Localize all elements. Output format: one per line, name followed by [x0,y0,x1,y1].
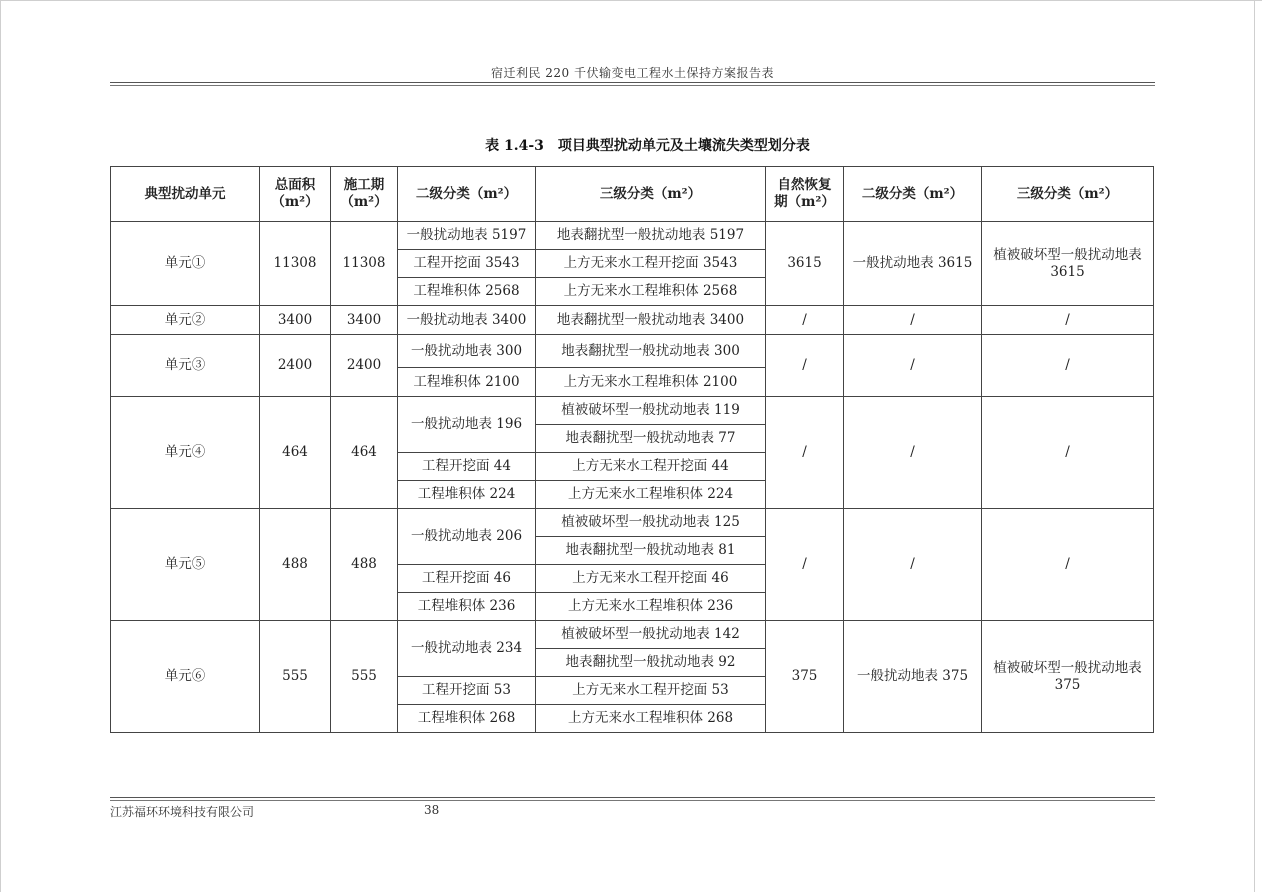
rec-level2-cell: / [844,335,982,397]
unit-name: 单元⑥ [111,621,260,733]
unit-name: 单元④ [111,397,260,509]
page-border-right [1254,0,1255,892]
level3-cell: 植被破坏型一般扰动地表 142 [536,621,766,649]
classification-table [110,166,1154,733]
unit-name: 单元⑤ [111,509,260,621]
rec-level2-cell: / [844,397,982,509]
header-unit: 典型扰动单元 [111,167,260,222]
header-rule-thin [110,85,1155,86]
total-area: 2400 [260,335,331,397]
level3-cell: 上方无来水工程堆积体 236 [536,593,766,621]
rec-level3-cell: / [982,306,1154,335]
rec-level3-cell: / [982,397,1154,509]
total-area: 464 [260,397,331,509]
rec-level2-cell: / [844,306,982,335]
level2-cell: 工程开挖面 46 [398,565,536,593]
header-level3: 三级分类（m²） [536,167,766,222]
total-area: 488 [260,509,331,621]
total-area: 555 [260,621,331,733]
level2-cell: 工程开挖面 53 [398,677,536,705]
rec-level2-cell: 一般扰动地表 3615 [844,222,982,306]
rec-level2-cell: 一般扰动地表 375 [844,621,982,733]
level2-cell: 一般扰动地表 196 [398,397,536,453]
construction-area: 464 [331,397,398,509]
table-row [111,621,1154,649]
footer-rule [110,797,1155,798]
unit-name: 单元① [111,222,260,306]
header-rule [110,82,1155,83]
table-caption [110,135,1185,155]
recovery-area: 375 [766,621,844,733]
level2-cell: 工程堆积体 268 [398,705,536,733]
rec-level3-cell: 植被破坏型一般扰动地表 375 [982,621,1154,733]
level3-cell: 上方无来水工程堆积体 224 [536,481,766,509]
rec-level2-cell: / [844,509,982,621]
level2-cell: 工程堆积体 2100 [398,368,536,397]
level3-cell: 上方无来水工程开挖面 44 [536,453,766,481]
level3-cell: 地表翻扰型一般扰动地表 3400 [536,306,766,335]
table-number: 表 1.4-3 [485,138,544,154]
level3-cell: 地表翻扰型一般扰动地表 77 [536,425,766,453]
level2-cell: 一般扰动地表 3400 [398,306,536,335]
footer-rule-thin [110,800,1155,801]
level3-cell: 植被破坏型一般扰动地表 125 [536,509,766,537]
table-header-row [111,167,1154,222]
header-construction: 施工期 （m²） [331,167,398,222]
level2-cell: 工程开挖面 44 [398,453,536,481]
recovery-area: / [766,306,844,335]
level2-cell: 一般扰动地表 300 [398,335,536,368]
level3-cell: 上方无来水工程开挖面 53 [536,677,766,705]
unit-name: 单元② [111,306,260,335]
recovery-area: / [766,509,844,621]
table-row [111,222,1154,250]
level2-cell: 一般扰动地表 5197 [398,222,536,250]
rec-level3-cell: / [982,335,1154,397]
level3-cell: 上方无来水工程堆积体 2568 [536,278,766,306]
level3-cell: 植被破坏型一般扰动地表 119 [536,397,766,425]
running-header: 宿迁利民 220 千伏输变电工程水土保持方案报告表 [490,66,775,80]
construction-area: 2400 [331,335,398,397]
total-area: 11308 [260,222,331,306]
level2-cell: 一般扰动地表 206 [398,509,536,565]
rec-level3-cell: / [982,509,1154,621]
recovery-area: / [766,397,844,509]
level3-cell: 地表翻扰型一般扰动地表 81 [536,537,766,565]
table-row [111,306,1154,335]
unit-name: 单元③ [111,335,260,397]
level3-cell: 地表翻扰型一般扰动地表 300 [536,335,766,368]
recovery-area: 3615 [766,222,844,306]
level3-cell: 上方无来水工程堆积体 268 [536,705,766,733]
header-rec-level2: 二级分类（m²） [844,167,982,222]
total-area: 3400 [260,306,331,335]
level2-cell: 工程堆积体 236 [398,593,536,621]
page-number: 38 [424,803,440,817]
table-row [111,509,1154,537]
level2-cell: 工程堆积体 2568 [398,278,536,306]
header-total-area: 总面积 （m²） [260,167,331,222]
level3-cell: 上方无来水工程开挖面 3543 [536,250,766,278]
level2-cell: 一般扰动地表 234 [398,621,536,677]
level2-cell: 工程开挖面 3543 [398,250,536,278]
level3-cell: 地表翻扰型一般扰动地表 92 [536,649,766,677]
level3-cell: 上方无来水工程堆积体 2100 [536,368,766,397]
recovery-area: / [766,335,844,397]
construction-area: 555 [331,621,398,733]
header-rec-level3: 三级分类（m²） [982,167,1154,222]
page-border-top [0,0,1262,1]
table-title: 项目典型扰动单元及土壤流失类型划分表 [557,138,810,154]
level3-cell: 地表翻扰型一般扰动地表 5197 [536,222,766,250]
construction-area: 488 [331,509,398,621]
header-recovery: 自然恢复 期（m²） [766,167,844,222]
construction-area: 11308 [331,222,398,306]
table-row [111,397,1154,425]
header-level2: 二级分类（m²） [398,167,536,222]
table-row [111,335,1154,368]
level3-cell: 上方无来水工程开挖面 46 [536,565,766,593]
footer-company: 江苏福环环境科技有限公司 [110,805,255,819]
construction-area: 3400 [331,306,398,335]
page-border-left [0,0,1,892]
level2-cell: 工程堆积体 224 [398,481,536,509]
rec-level3-cell: 植被破坏型一般扰动地表 3615 [982,222,1154,306]
